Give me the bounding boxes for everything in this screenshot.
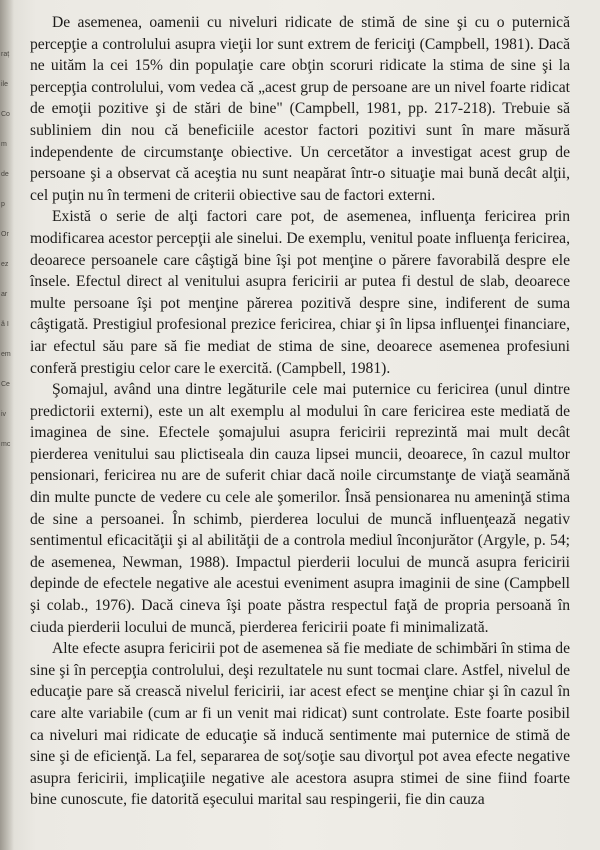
book-spine-shadow [0, 0, 14, 850]
spine-margin-text: raț ile Com dep Orez ară Iem Ce iv mc [1, 51, 11, 448]
paragraph: Şomajul, având una dintre legăturile cele mai puternice cu fericirea (unul dintre predictorii externi), este un alt exemplu al modului în care fericirea este mediată de imaginea de sine. Efectele şomajului asupra fericirii reprezintă mai mult decât pierderea venitului sau plictiseala din cauza lipsei muncii, deoarece, în cazul multor pensionari, fericirea nu are de suferit chiar dacă noile circumstanţe de viaţă seamănă din multe puncte de vedere cu cele ale şomerilor. Însă pensionarea nu ameninţă stima de sine a persoanei. În schimb, pierderea locului de muncă influenţează negativ sentimentul eficacităţii şi al abilităţii de a controla mediul înconjurător (Argyle, p. 54; de asemenea, Newman, 1988). Impactul pierderii locului de muncă asupra fericirii depinde de efectele negative ale acestui eveniment asupra imaginii de sine (Campbell şi colab., 1976). Dacă cineva îşi poate păstra respectul faţă de propria persoană în ciuda pierderii locului de muncă, pierderea fericirii poate fi minimalizată. [30, 381, 570, 636]
paragraph: Alte efecte asupra fericirii pot de asemenea să fie mediate de schimbări în stima de sine şi în percepţia controlului, deşi rezultatele nu sunt tocmai clare. Astfel, nivelul de educaţie pare să crească nivelul fericirii, iar acest efect se menţine chiar şi în cazul în care alte variabile (cum ar fi un venit mai ridicat) sunt controlate. Este foarte posibil ca niveluri mai ridicate de educaţie să inducă sentimente mai puternice de stimă de sine şi de eficienţă. La fel, separarea de soţ/soţie sau divorţul pot avea efecte negative asupra fericirii, implicaţiile negative ale acestora asupra stimei de sine fiind foarte bine cunoscute, fie datorită eşecului marital sau respingerii, fie din cauza [30, 640, 570, 809]
paragraph: De asemenea, oamenii cu niveluri ridicate de stimă de sine şi cu o puternică percepţie a controlului asupra vieţii lor sunt extrem de fericiţi (Campbell, 1981). Dacă ne uităm la cei 15% din populaţie care obţin scoruri ridicate la stima de sine şi la percepţia controlului, vom vedea că „acest grup de persoane are un nivel foarte ridicat de emoţii pozitive şi de stări de bine" (Campbell, 1981, pp. 217-218). Trebuie să subliniem din nou că beneficiile acestor factori pozitivi sunt în mare măsură independente de circumstanţe obiective. Un cercetător a investigat acest grup de persoane şi a observat că aceştia nu sunt neapărat într-o situaţie mai bună decât alţii, cel puţin nu în termeni de criterii obiective sau de factori externi. [30, 14, 570, 204]
paragraph: Există o serie de alţi factori care pot, de asemenea, influenţa fericirea prin modificarea acestor percepţii ale sinelui. De exemplu, venitul poate influenţa fericirea, deoarece persoanele care câştigă bine îşi pot menţine o părere favorabilă despre ele însele. Efectul direct al venitului asupra fericirii ar putea fi destul de slab, deoarece multe persoane îşi pot menţine părerea pozitivă despre sine, indiferent de suma câştigată. Prestigiul profesional prezice fericirea, chiar şi în lipsa influenţei financiare, iar efectul său pare să fie mediat de stima de sine, deoarece asemenea profesiuni conferă prestigiu celor care le exercită. (Campbell, 1981). [30, 208, 570, 377]
body-text [30, 12, 570, 811]
